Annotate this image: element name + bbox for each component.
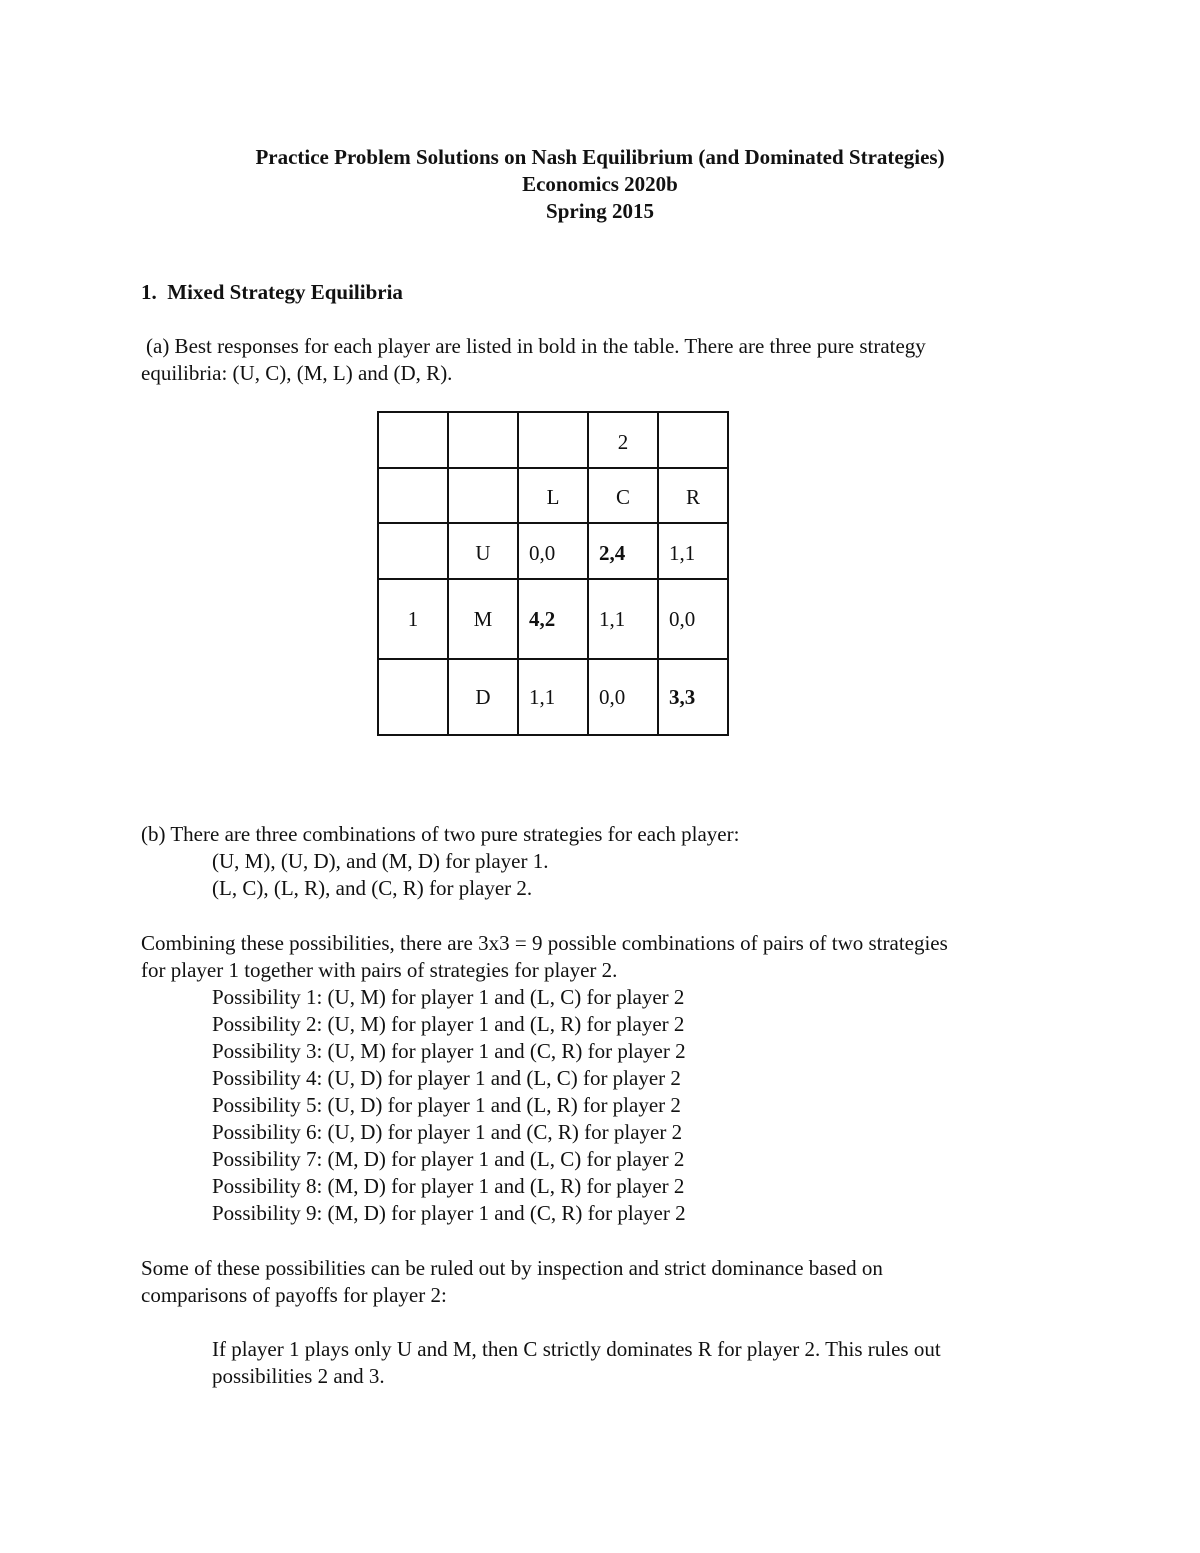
combining-line-1: Combining these possibilities, there are 3x3 = 9 possible combinations of pairs of two strategies xyxy=(141,931,948,955)
table-row xyxy=(378,659,728,735)
possibility-item: Possibility 9: (M, D) for player 1 and (C, R) for player 2 xyxy=(212,1201,686,1225)
row-header-m: M xyxy=(473,606,493,631)
column-header-c: C xyxy=(615,485,630,509)
table-row xyxy=(378,412,728,468)
section-title: Mixed Strategy Equilibria xyxy=(167,280,403,304)
dominance-line-1: If player 1 plays only U and M, then C strictly dominates R for player 2. This rules out xyxy=(212,1337,941,1361)
payoff-cell: 0,0 xyxy=(529,541,556,565)
player1-combinations: (U, M), (U, D), and (M, D) for player 1. xyxy=(212,849,549,873)
ruled-out-line-1: Some of these possibilities can be ruled out by inspection and strict dominance based on xyxy=(141,1256,883,1280)
payoff-cell-best-response: 4,2 xyxy=(529,606,556,631)
possibility-item: Possibility 6: (U, D) for player 1 and (C, R) for player 2 xyxy=(212,1120,683,1144)
term: Spring 2015 xyxy=(546,199,654,223)
section-heading xyxy=(141,279,403,306)
payoff-cell: 1,1 xyxy=(529,684,556,709)
part-a-line-2: equilibria: (U, C), (M, L) and (D, R). xyxy=(141,361,453,385)
player2-combinations: (L, C), (L, R), and (C, R) for player 2. xyxy=(212,876,533,900)
payoff-cell-best-response: 3,3 xyxy=(669,684,696,709)
column-header-l: L xyxy=(546,485,560,509)
document-title: Practice Problem Solutions on Nash Equilibrium (and Dominated Strategies) xyxy=(255,145,945,169)
possibility-item: Possibility 2: (U, M) for player 1 and (L, R) for player 2 xyxy=(212,1012,685,1036)
dominance-line-2: possibilities 2 and 3. xyxy=(212,1364,385,1388)
payoff-cell: 0,0 xyxy=(599,684,626,709)
table-row xyxy=(378,523,728,579)
payoff-cell-best-response: 2,4 xyxy=(599,541,626,565)
player1-label: 1 xyxy=(407,606,419,631)
document-header xyxy=(0,144,1200,225)
part-b-intro: (b) There are three combinations of two pure strategies for each player: xyxy=(141,822,740,846)
column-header-r: R xyxy=(685,485,700,509)
possibility-item: Possibility 4: (U, D) for player 1 and (L, C) for player 2 xyxy=(212,1066,681,1090)
section-number: 1. xyxy=(141,280,157,304)
combining-line-2: for player 1 together with pairs of strategies for player 2. xyxy=(141,958,618,982)
possibility-item: Possibility 1: (U, M) for player 1 and (L, C) for player 2 xyxy=(212,985,685,1009)
table-row xyxy=(378,579,728,659)
payoff-cell: 0,0 xyxy=(669,606,696,631)
possibility-item: Possibility 8: (M, D) for player 1 and (L, R) for player 2 xyxy=(212,1174,685,1198)
table-row xyxy=(378,468,728,523)
payoff-table xyxy=(377,411,729,736)
possibility-item: Possibility 3: (U, M) for player 1 and (C, R) for player 2 xyxy=(212,1039,686,1063)
course-name: Economics 2020b xyxy=(522,172,678,196)
possibility-item: Possibility 7: (M, D) for player 1 and (L, C) for player 2 xyxy=(212,1147,685,1171)
row-header-u: U xyxy=(475,541,491,565)
player2-label: 2 xyxy=(617,430,629,454)
possibility-item: Possibility 5: (U, D) for player 1 and (L, R) for player 2 xyxy=(212,1093,681,1117)
ruled-out-line-2: comparisons of payoffs for player 2: xyxy=(141,1283,447,1307)
row-header-d: D xyxy=(475,684,491,709)
payoff-cell: 1,1 xyxy=(599,606,626,631)
part-a-line-1: (a) Best responses for each player are listed in bold in the table. There are three pure strategy xyxy=(146,334,926,358)
payoff-cell: 1,1 xyxy=(669,541,696,565)
